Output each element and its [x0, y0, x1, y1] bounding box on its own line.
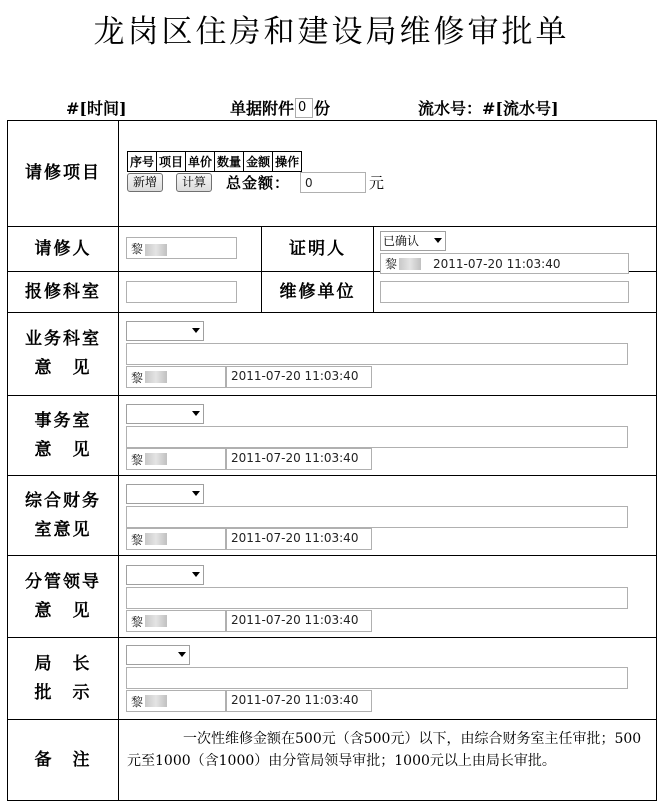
repair-items-label: 请修项目 — [8, 121, 119, 227]
col-index: 序号 — [128, 152, 157, 172]
witness-label: 证明人 — [262, 227, 374, 272]
opinion-cell — [119, 396, 657, 476]
sign-datetime-field[interactable]: 2011-07-20 11:03:40 — [226, 366, 372, 388]
signer-field[interactable]: 黎 — [126, 366, 226, 388]
dept-cell — [119, 272, 262, 313]
col-price: 单价 — [186, 152, 215, 172]
signature-row — [126, 690, 372, 712]
opinion-row-finance — [8, 476, 657, 556]
signer-field[interactable]: 黎 — [126, 610, 226, 632]
opinion-cell — [119, 313, 657, 396]
items-controls — [127, 172, 384, 193]
sign-datetime-field[interactable]: 2011-07-20 11:03:40 — [226, 448, 372, 470]
opinion-label: 局 长 批 示 — [8, 638, 119, 720]
chevron-down-icon — [192, 328, 200, 333]
witness-status-value: 已确认 — [383, 234, 420, 248]
opinion-row-leader — [8, 556, 657, 638]
chevron-down-icon — [192, 411, 200, 416]
sign-datetime-field[interactable]: 2011-07-20 11:03:40 — [226, 528, 372, 550]
attachment-suffix: 份 — [314, 99, 331, 118]
attachment-prefix: 单据附件 — [230, 99, 295, 118]
opinion-select[interactable] — [126, 565, 204, 585]
signature-row — [126, 366, 372, 388]
col-item: 项目 — [157, 152, 186, 172]
signature-row — [126, 610, 372, 632]
witness-datetime: 2011-07-20 11:03:40 — [433, 256, 561, 271]
attachment-count — [230, 96, 330, 119]
signature-row — [126, 528, 372, 550]
applicant-cell — [119, 227, 262, 272]
signature-row — [126, 448, 372, 470]
repair-items-cell — [119, 121, 657, 227]
signer-field[interactable]: 黎 — [126, 690, 226, 712]
col-qty: 数量 — [215, 152, 244, 172]
signer-field[interactable]: 黎 — [126, 448, 226, 470]
remarks-label: 备 注 — [8, 720, 119, 801]
total-amount-label: 总金额： — [226, 174, 291, 192]
redacted-name-icon — [145, 615, 167, 627]
dept-label: 报修科室 — [8, 272, 119, 313]
col-action: 操作 — [273, 152, 302, 172]
witness-cell — [374, 227, 657, 272]
add-item-button[interactable]: 新增 — [127, 173, 163, 192]
sign-datetime-field[interactable]: 2011-07-20 11:03:40 — [226, 610, 372, 632]
applicant-name: 黎 — [131, 242, 144, 256]
opinion-row-affairs — [8, 396, 657, 476]
unit-label: 维修单位 — [262, 272, 374, 313]
attachment-count-input[interactable] — [295, 98, 313, 118]
redacted-name-icon — [145, 533, 167, 545]
applicant-label: 请修人 — [8, 227, 119, 272]
opinion-cell — [119, 638, 657, 720]
applicant-input[interactable] — [126, 237, 237, 259]
col-amount: 金额 — [244, 152, 273, 172]
opinion-select[interactable] — [126, 321, 204, 341]
opinion-label: 综合财务 室意见 — [8, 476, 119, 556]
serial-number: 流水号：#[流水号] — [418, 99, 559, 118]
remarks-text: 一次性维修金额在500元（含500元）以下，由综合财务室主任审批；500元至1000（含1000）由分管局领导审批；1000元以上由局长审批。 — [127, 731, 642, 769]
opinion-input[interactable] — [126, 667, 628, 689]
unit-input[interactable] — [380, 281, 629, 303]
opinion-label: 分管领导 意 见 — [8, 556, 119, 638]
redacted-name-icon — [145, 695, 167, 707]
witness-status-select[interactable] — [380, 231, 446, 251]
opinion-input[interactable] — [126, 426, 628, 448]
dept-input[interactable] — [126, 281, 237, 303]
opinion-label: 事务室 意 见 — [8, 396, 119, 476]
page-title: 龙岗区住房和建设局维修审批单 — [93, 14, 570, 50]
approval-form — [7, 120, 657, 801]
currency-unit: 元 — [369, 174, 385, 192]
time-field: #[时间] — [66, 99, 127, 118]
opinion-row-business — [8, 313, 657, 396]
opinion-input[interactable] — [126, 343, 628, 365]
opinion-select[interactable] — [126, 484, 204, 504]
opinion-cell — [119, 556, 657, 638]
redacted-name-icon — [399, 258, 421, 270]
total-amount-input[interactable] — [300, 172, 366, 193]
sign-datetime-field[interactable]: 2011-07-20 11:03:40 — [226, 690, 372, 712]
opinion-select[interactable] — [126, 645, 190, 665]
chevron-down-icon — [434, 238, 442, 243]
calculate-button[interactable]: 计算 — [176, 173, 212, 192]
items-table-header — [127, 151, 302, 172]
chevron-down-icon — [192, 491, 200, 496]
opinion-input[interactable] — [126, 506, 628, 528]
opinion-select[interactable] — [126, 404, 204, 424]
chevron-down-icon — [192, 572, 200, 577]
unit-cell — [374, 272, 657, 313]
chevron-down-icon — [178, 652, 186, 657]
redacted-name-icon — [145, 244, 167, 256]
opinion-row-director — [8, 638, 657, 720]
redacted-name-icon — [145, 371, 167, 383]
signer-field[interactable]: 黎 — [126, 528, 226, 550]
witness-name: 黎 — [385, 257, 398, 271]
remarks-cell — [119, 720, 657, 801]
opinion-cell — [119, 476, 657, 556]
redacted-name-icon — [145, 453, 167, 465]
opinion-label: 业务科室 意 见 — [8, 313, 119, 396]
opinion-input[interactable] — [126, 587, 628, 609]
